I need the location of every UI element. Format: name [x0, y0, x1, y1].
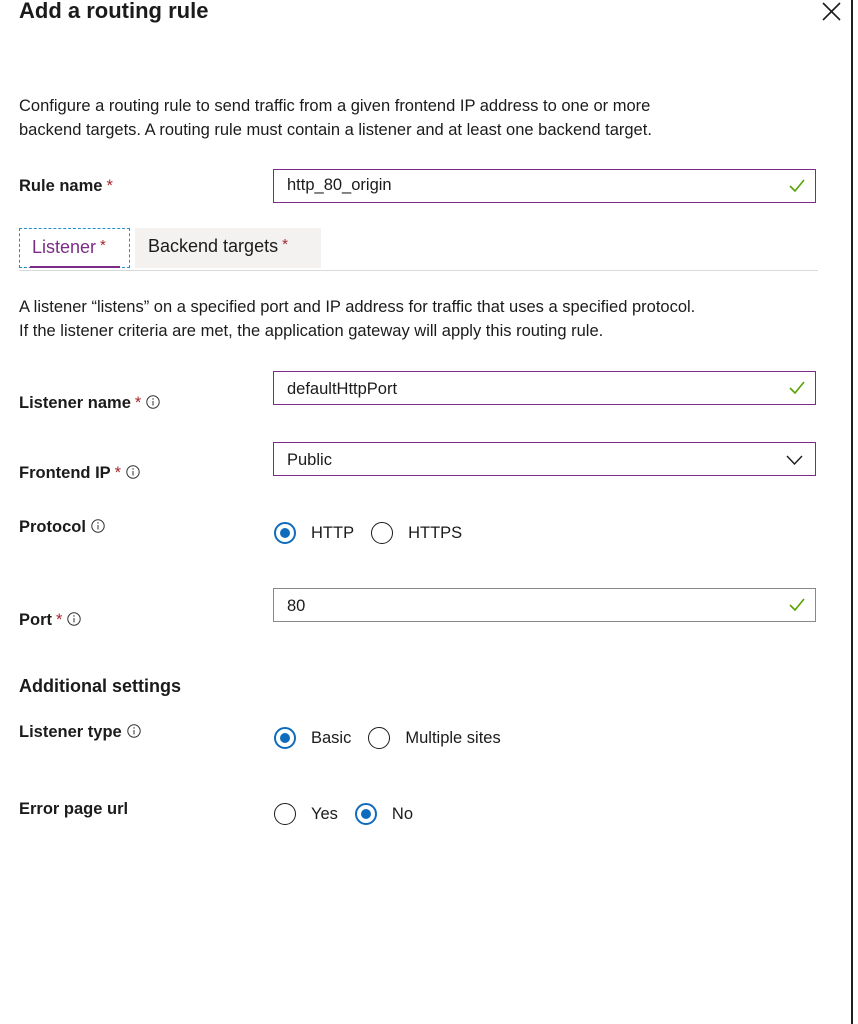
radio-selected [274, 522, 296, 544]
listener-type-multiple-sites-radio[interactable] [368, 727, 500, 749]
error-page-url-yes-radio[interactable] [274, 803, 338, 825]
info-icon[interactable] [126, 465, 140, 479]
error-page-url-label-text: Error page url [19, 800, 129, 818]
error-page-url-yes-label: Yes [311, 804, 338, 823]
listener-type-label [19, 721, 141, 743]
tab-backend-targets[interactable] [135, 228, 321, 268]
listener-type-label-text: Listener type [19, 723, 122, 741]
chevron-down-icon [786, 455, 803, 465]
frontend-ip-dropdown[interactable] [273, 442, 816, 476]
frontend-ip-label-text: Frontend IP [19, 464, 111, 482]
protocol-http-label: HTTP [311, 523, 355, 542]
error-page-url-radio-group [274, 801, 430, 827]
tab-listener[interactable] [19, 228, 130, 268]
protocol-label [19, 516, 105, 538]
error-page-url-no-label: No [391, 804, 414, 823]
panel-description-line2: backend targets. A routing rule must contain a listener and at least one backend target. [19, 121, 652, 139]
listener-name-label [19, 392, 160, 414]
protocol-label-text: Protocol [19, 518, 86, 536]
listener-type-basic-label: Basic [311, 728, 352, 747]
protocol-https-label: HTTPS [408, 523, 463, 542]
additional-settings-title: Additional settings [19, 676, 181, 696]
listener-description-line1: A listener “listens” on a specified port and IP address for traffic that uses a specified protocol. [19, 298, 696, 316]
radio-selected [274, 727, 296, 749]
panel-title: Add a routing rule [19, 0, 209, 23]
port-label-text: Port [19, 611, 52, 629]
protocol-radio-group [274, 520, 479, 546]
protocol-http-radio[interactable] [274, 522, 354, 544]
required-marker: * [56, 611, 63, 629]
listener-name-value: defaultHttpPort [287, 380, 398, 398]
required-marker: * [134, 394, 142, 412]
frontend-ip-value: Public [287, 451, 332, 469]
info-icon[interactable] [67, 612, 81, 626]
radio-unselected [368, 727, 390, 749]
required-marker: * [282, 236, 288, 253]
port-input[interactable] [273, 588, 816, 622]
close-icon[interactable] [819, 0, 843, 22]
listener-type-basic-radio[interactable] [274, 727, 351, 749]
required-marker: * [106, 177, 113, 195]
checkmark-icon [789, 598, 805, 611]
listener-type-multiple-sites-label: Multiple sites [405, 728, 501, 747]
tab-listener-label: Listener [32, 237, 97, 257]
radio-unselected [274, 803, 296, 825]
radio-selected [355, 803, 377, 825]
required-marker: * [100, 237, 106, 254]
port-value: 80 [287, 597, 306, 615]
radio-unselected [371, 522, 393, 544]
listener-name-input[interactable] [273, 371, 816, 405]
rule-name-label-text: Rule name [19, 177, 103, 195]
listener-name-label-text: Listener name [19, 394, 131, 412]
info-icon[interactable] [127, 724, 141, 738]
port-label [19, 609, 81, 631]
required-marker: * [114, 464, 122, 482]
rule-name-value: http_80_origin [287, 176, 392, 194]
checkmark-icon [789, 179, 805, 192]
protocol-https-radio[interactable] [371, 522, 462, 544]
frontend-ip-label [19, 462, 140, 484]
info-icon[interactable] [91, 519, 105, 533]
error-page-url-label [19, 798, 128, 820]
listener-description-line2: If the listener criteria are met, the application gateway will apply this routing rule. [19, 322, 604, 340]
error-page-url-no-radio[interactable] [355, 803, 413, 825]
active-tab-indicator [30, 266, 120, 268]
rule-name-input[interactable] [273, 169, 816, 203]
info-icon[interactable] [146, 395, 160, 409]
tabs-divider [19, 270, 818, 271]
panel-description-line1: Configure a routing rule to send traffic from a given frontend IP address to one or more [19, 97, 651, 115]
tab-backend-targets-label: Backend targets [148, 236, 279, 256]
rule-name-label [19, 175, 113, 197]
checkmark-icon [789, 381, 805, 394]
listener-type-radio-group [274, 725, 518, 751]
